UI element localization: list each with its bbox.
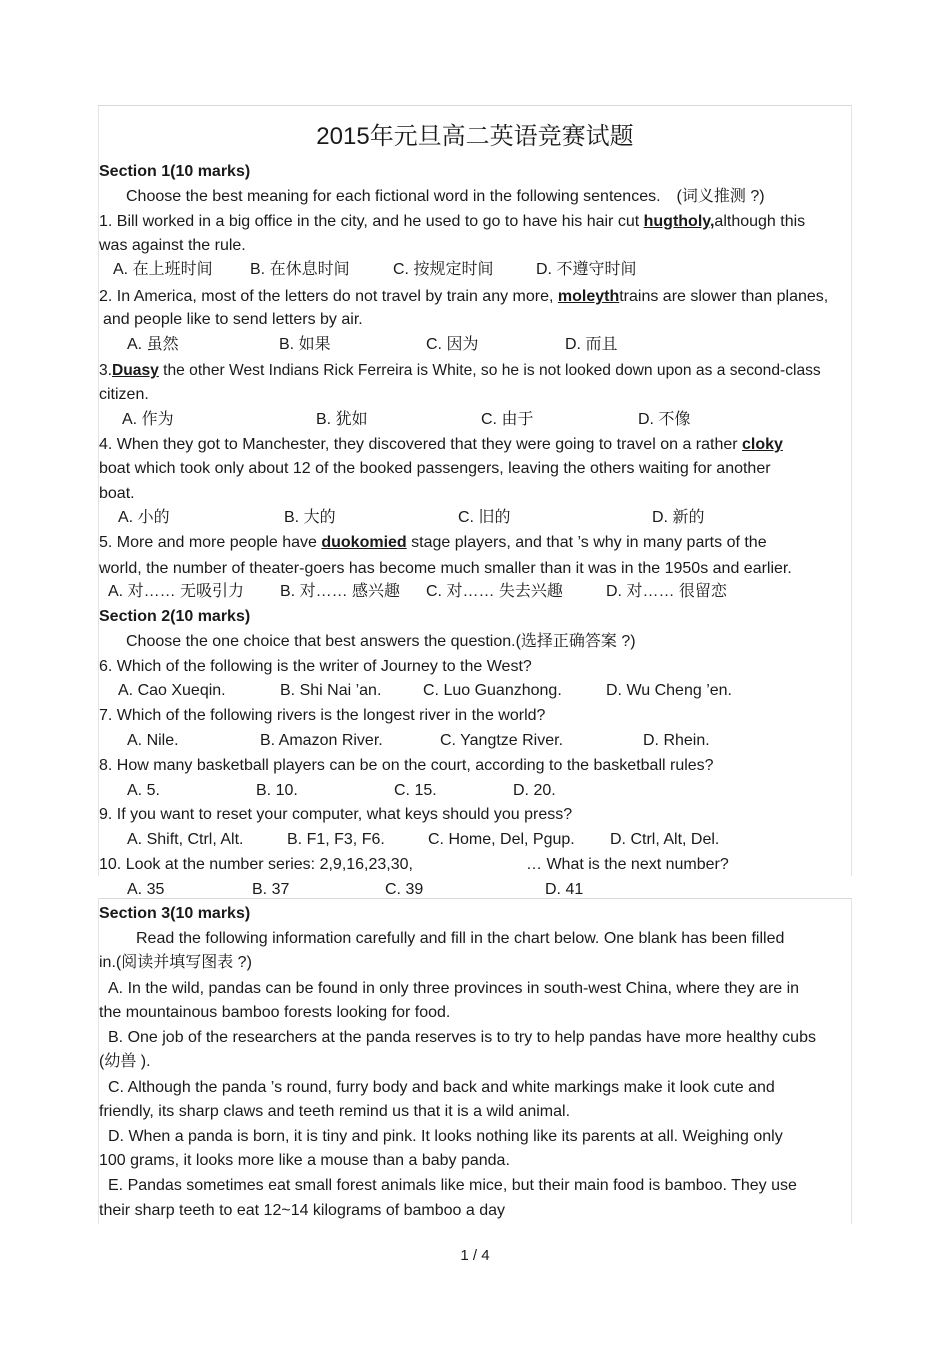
q6-option-c: C. Luo Guanzhong. [423, 682, 562, 699]
q4-option-a: A. 小的 [118, 509, 170, 526]
q8-option-c: C. 15. [394, 782, 437, 799]
section-2-heading: Section 2(10 marks) [99, 608, 251, 625]
q1-option-a: A. 在上班时间 [113, 261, 213, 278]
q8-option-b: B. 10. [256, 782, 298, 799]
passage-a-line-1: A. In the wild, pandas can be found in only three provinces in south-west China, where they are in [108, 980, 800, 997]
passage-e-line-2: their sharp teeth to eat 12~14 kilograms of bamboo a day [99, 1202, 506, 1219]
q1-option-c: C. 按规定时间 [393, 261, 494, 278]
q8-option-a: A. 5. [127, 782, 160, 799]
question-8: 8. How many basketball players can be on the court, according to the basketball rules? [99, 757, 714, 774]
q7-option-a: A. Nile. [127, 732, 179, 749]
page-title: 2015年元旦高二英语竞赛试题 [316, 123, 634, 150]
fictional-word: cloky [742, 436, 783, 453]
section-3-heading: Section 3(10 marks) [99, 905, 251, 922]
section-3-instruction-2: in.(阅读并填写图表 ?) [99, 954, 252, 971]
question-4-line-1: 4. When they got to Manchester, they discovered that they were going to travel on a rather cloky [99, 436, 783, 453]
question-1-line-2: was against the rule. [99, 237, 246, 254]
passage-c-line-1: C. Although the panda ’s round, furry body and back and white markings make it look cute and [108, 1079, 775, 1096]
question-2-line-2: and people like to send letters by air. [103, 311, 363, 328]
q7-option-b: B. Amazon River. [260, 732, 383, 749]
q5-option-a: A. 对…… 无吸引力 [108, 583, 245, 600]
question-5-line-2: world, the number of theater-goers has become much smaller than it was in the 1950s and earlier. [99, 560, 792, 577]
q6-option-a: A. Cao Xueqin. [118, 682, 226, 699]
question-4-line-3: boat. [99, 485, 135, 502]
q4-option-b: B. 大的 [284, 509, 336, 526]
q4-option-c: C. 旧的 [458, 509, 511, 526]
question-9: 9. If you want to reset your computer, what keys should you press? [99, 806, 573, 823]
q10-option-c: C. 39 [385, 881, 424, 898]
passage-b-line-1: B. One job of the researchers at the panda reserves is to try to help pandas have more healthy cubs [108, 1029, 816, 1046]
q1-option-b: B. 在休息时间 [250, 261, 350, 278]
q1-option-d: D. 不遵守时间 [536, 261, 637, 278]
q3-option-d: D. 不像 [638, 411, 691, 428]
passage-d-line-1: D. When a panda is born, it is tiny and pink. It looks nothing like its parents at all. Weighing only [108, 1128, 783, 1145]
passage-e-line-1: E. Pandas sometimes eat small forest animals like mice, but their main food is bamboo. They use [108, 1177, 797, 1194]
q2-option-d: D. 而且 [565, 336, 618, 353]
q3-option-a: A. 作为 [122, 411, 174, 428]
q9-option-c: C. Home, Del, Pgup. [428, 831, 575, 848]
section-2-instruction: Choose the one choice that best answers the question.(选择正确答案 ?) [126, 633, 636, 650]
section-1-heading: Section 1(10 marks) [99, 163, 251, 180]
passage-c-line-2: friendly, its sharp claws and teeth remind us that it is a wild animal. [99, 1103, 571, 1120]
page-number: 1 / 4 [460, 1247, 490, 1264]
q5-option-d: D. 对…… 很留恋 [606, 583, 727, 600]
question-10-part-1: 10. Look at the number series: 2,9,16,23,30, [99, 856, 413, 873]
section-1-instruction: Choose the best meaning for each fictional word in the following sentences. (词义推测 ?) [126, 188, 765, 205]
question-3-line-1: 3.Duasy the other West Indians Rick Ferreira is White, so he is not looked down upon as a second-class [99, 362, 821, 379]
fictional-word: hugtholy, [643, 213, 715, 230]
q10-option-d: D. 41 [545, 881, 584, 898]
q6-option-d: D. Wu Cheng ’en. [606, 682, 732, 699]
q10-option-a: A. 35 [127, 881, 165, 898]
passage-b-line-2: (幼兽 ). [99, 1053, 151, 1070]
q2-option-a: A. 虽然 [127, 336, 179, 353]
fictional-word: moleyth [557, 288, 620, 305]
q2-option-b: B. 如果 [279, 336, 331, 353]
q3-option-b: B. 犹如 [316, 411, 368, 428]
q8-option-d: D. 20. [513, 782, 556, 799]
question-4-line-2: boat which took only about 12 of the booked passengers, leaving the others waiting for another [99, 460, 771, 477]
fictional-word: Duasy [112, 362, 159, 379]
section-3-instruction-1: Read the following information carefully and fill in the chart below. One blank has been filled [136, 930, 785, 947]
q7-option-d: D. Rhein. [643, 732, 710, 749]
q5-option-b: B. 对…… 感兴趣 [280, 583, 401, 600]
q5-option-c: C. 对…… 失去兴趣 [426, 583, 563, 600]
q9-option-d: D. Ctrl, Alt, Del. [610, 831, 720, 848]
fictional-word: duokomied [321, 534, 407, 551]
question-5-line-1: 5. More and more people have duokomied stage players, and that ’s why in many parts of the [99, 534, 767, 551]
q6-option-b: B. Shi Nai ’an. [280, 682, 382, 699]
q9-option-a: A. Shift, Ctrl, Alt. [127, 831, 244, 848]
passage-d-line-2: 100 grams, it looks more like a mouse than a baby panda. [99, 1152, 510, 1169]
q4-option-d: D. 新的 [652, 509, 705, 526]
q7-option-c: C. Yangtze River. [440, 732, 564, 749]
q9-option-b: B. F1, F3, F6. [287, 831, 385, 848]
question-1-line-1: 1. Bill worked in a big office in the city, and he used to go to have his hair cut hugtholy,although this [99, 213, 806, 230]
question-10-part-2: … What is the next number? [526, 856, 729, 873]
question-6: 6. Which of the following is the writer of Journey to the West? [99, 658, 532, 675]
passage-a-line-2: the mountainous bamboo forests looking for food. [99, 1004, 451, 1021]
q2-option-c: C. 因为 [426, 336, 479, 353]
question-2-line-1: 2. In America, most of the letters do not travel by train any more, moleythtrains are slower than planes, [99, 288, 829, 305]
q10-option-b: B. 37 [252, 881, 290, 898]
question-7: 7. Which of the following rivers is the longest river in the world? [99, 707, 546, 724]
question-3-line-2: citizen. [99, 386, 149, 403]
q3-option-c: C. 由于 [481, 411, 534, 428]
